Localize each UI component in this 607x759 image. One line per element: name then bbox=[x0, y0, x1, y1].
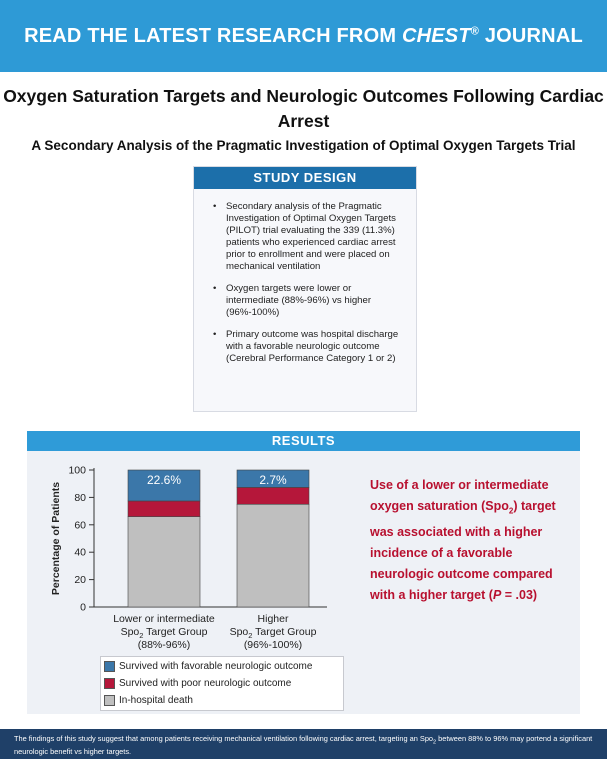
legend-swatch-favorable bbox=[104, 661, 115, 672]
legend-swatch-poor bbox=[104, 678, 115, 689]
y-tick-label: 80 bbox=[74, 491, 86, 504]
banner-suffix: JOURNAL bbox=[479, 24, 583, 47]
study-design-header: STUDY DESIGN bbox=[194, 167, 416, 189]
design-item: • Primary outcome was hospital discharge with a favorable neurologic outcome (Cerebral Performance Category 1 or 2) bbox=[226, 329, 406, 365]
footer-text-sub: 2 bbox=[433, 739, 437, 746]
bar-segment bbox=[237, 504, 309, 607]
y-tick-label: 20 bbox=[74, 574, 86, 587]
journal-name: CHEST bbox=[401, 24, 471, 47]
y-tick-label: 100 bbox=[68, 464, 86, 477]
study-design-box bbox=[193, 166, 417, 412]
result-text-part: ) target was associated with a higher incidence of a favorable neurologic outcome compared with a higher target ( bbox=[370, 499, 556, 602]
y-tick-label: 40 bbox=[74, 546, 86, 559]
result-text-part: Use of a lower or intermediate oxygen saturation (Spo bbox=[370, 478, 549, 513]
header-banner bbox=[0, 0, 607, 72]
results-panel bbox=[27, 451, 580, 714]
study-design-list bbox=[194, 201, 416, 365]
banner-prefix: READ THE LATEST RESEARCH FROM bbox=[24, 24, 402, 47]
banner-text: READ THE LATEST RESEARCH FROM CHEST® JOURNAL bbox=[24, 24, 583, 47]
x-tick-label: Spo$_2$ Target Group bbox=[120, 626, 208, 640]
article-subtitle: A Secondary Analysis of the Pragmatic Investigation of Optimal Oxygen Targets Trial bbox=[31, 138, 576, 153]
x-tick-label: Spo$_2$ Target Group bbox=[229, 626, 317, 640]
legend-label: In-hospital death bbox=[119, 695, 193, 706]
x-tick-label: Lower or intermediate bbox=[113, 613, 215, 625]
x-tick-label: (96%-100%) bbox=[243, 639, 303, 651]
legend-item-death bbox=[104, 693, 343, 708]
bar-value-label: 22.6% bbox=[146, 473, 182, 487]
result-statement bbox=[370, 475, 570, 606]
y-axis-title: Percentage of Patients bbox=[50, 481, 62, 596]
legend-label: Survived with poor neurologic outcome bbox=[119, 678, 292, 689]
chart-legend bbox=[100, 656, 344, 711]
result-text-part: = .03) bbox=[501, 587, 538, 602]
stacked-bar-chart bbox=[27, 451, 367, 656]
results-header: RESULTS bbox=[27, 431, 580, 451]
legend-item-poor bbox=[104, 676, 343, 691]
bar-segment bbox=[237, 487, 309, 504]
legend-label: Survived with favorable neurologic outcome bbox=[119, 661, 313, 672]
result-text-p: P bbox=[492, 587, 502, 602]
legend-swatch-death bbox=[104, 695, 115, 706]
footer-text: The findings of this study suggest that among patients receiving mechanical ventilation following cardiac arrest, targeting an Spo bbox=[14, 734, 434, 743]
footer-summary bbox=[0, 729, 607, 759]
result-text-sub: 2 bbox=[508, 506, 514, 516]
y-tick-label: 0 bbox=[80, 601, 86, 614]
footer-text: between 88% to 96% may portend a significant neurologic benefit vs higher targets. bbox=[14, 734, 593, 757]
y-tick-label: 60 bbox=[74, 519, 86, 532]
design-item: • Secondary analysis of the Pragmatic Investigation of Optimal Oxygen Targets (PILOT) trial evaluating the 339 (11.3%) patients who experienced cardiac arrest prior to enrollment and were placed on mechanical ventilation bbox=[226, 201, 406, 273]
bar-segment bbox=[128, 501, 200, 517]
x-tick-label: (88%-96%) bbox=[137, 639, 191, 651]
design-item: • Oxygen targets were lower or intermediate (88%-96%) vs higher (96%-100%) bbox=[226, 283, 406, 319]
x-tick-label: Higher bbox=[257, 613, 289, 625]
bar-value-label: 2.7% bbox=[259, 473, 287, 487]
bar-segment bbox=[128, 517, 200, 607]
legend-item-favorable bbox=[104, 659, 343, 674]
article-title: Oxygen Saturation Targets and Neurologic Outcomes Following Cardiac Arrest bbox=[3, 86, 604, 131]
